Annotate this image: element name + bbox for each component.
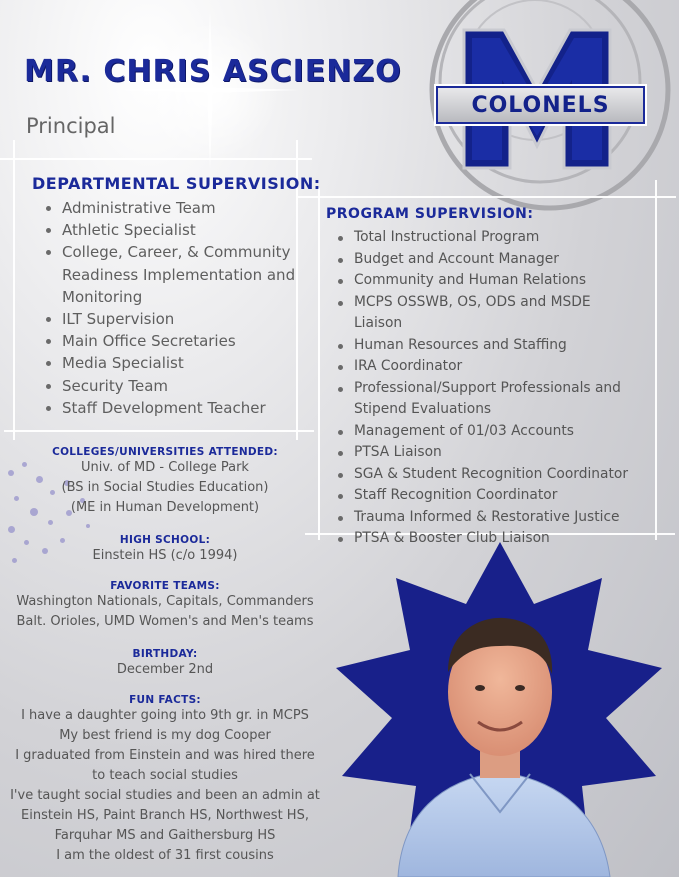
funfact-line: Einstein HS, Paint Branch HS, Northwest HS, — [21, 808, 309, 823]
teams-section — [0, 580, 330, 632]
funfact-line: I graduated from Einstein and was hired there — [15, 748, 315, 763]
program-list — [334, 227, 634, 550]
frame-line — [0, 158, 312, 160]
list-item: PTSA Liaison — [334, 442, 634, 464]
funfact-line: I am the oldest of 31 first cousins — [56, 848, 274, 863]
colleges-title: COLLEGES/UNIVERSITIES ATTENDED: — [52, 446, 278, 458]
list-item: Human Resources and Staffing — [334, 335, 634, 357]
highschool-value: Einstein HS (c/o 1994) — [92, 548, 238, 563]
birthday-value: December 2nd — [116, 662, 214, 677]
frame-line — [655, 180, 657, 540]
frame-line — [4, 430, 314, 432]
list-item: Main Office Secretaries — [42, 330, 300, 352]
colleges-line: (ME in Human Development) — [70, 500, 260, 515]
list-item: Security Team — [42, 375, 300, 397]
principal-name: MR. CHRIS ASCIENZO — [24, 54, 402, 89]
funfacts-section — [0, 694, 330, 866]
teams-line: Balt. Orioles, UMD Women's and Men's teams — [16, 614, 314, 629]
list-item: MCPS OSSWB, OS, ODS and MSDE Liaison — [334, 292, 634, 335]
list-item: Professional/Support Professionals and Stipend Evaluations — [334, 378, 634, 421]
list-item: Budget and Account Manager — [334, 249, 634, 271]
birthday-section — [0, 648, 330, 680]
funfact-line: I have a daughter going into 9th gr. in MCPS — [21, 708, 309, 723]
list-item: Athletic Specialist — [42, 219, 300, 241]
teams-line: Washington Nationals, Capitals, Commanders — [16, 594, 314, 609]
funfact-line: Farquhar MS and Gaithersburg HS — [54, 828, 276, 843]
light-flare — [60, 0, 320, 200]
birthday-title: BIRTHDAY: — [132, 648, 198, 660]
logo-text: COLONELS — [471, 92, 610, 118]
list-item: College, Career, & Community Readiness Implementation and Monitoring — [42, 241, 300, 308]
frame-line — [298, 196, 676, 198]
list-item: Management of 01/03 Accounts — [334, 421, 634, 443]
list-item: Media Specialist — [42, 352, 300, 374]
teams-title: FAVORITE TEAMS: — [110, 580, 220, 592]
list-item: SGA & Student Recognition Coordinator — [334, 464, 634, 486]
principal-role: Principal — [26, 114, 116, 138]
colleges-section — [0, 446, 330, 518]
funfact-line: I've taught social studies and been an admin at — [10, 788, 320, 803]
colleges-line: (BS in Social Studies Education) — [61, 480, 269, 495]
portrait-photo — [320, 540, 679, 877]
program-title: PROGRAM SUPERVISION: — [326, 206, 534, 222]
list-item: Total Instructional Program — [334, 227, 634, 249]
funfact-line: My best friend is my dog Cooper — [59, 728, 271, 743]
list-item: Trauma Informed & Restorative Justice — [334, 507, 634, 529]
highschool-section — [0, 534, 330, 566]
list-item: Staff Recognition Coordinator — [334, 485, 634, 507]
departmental-title: DEPARTMENTAL SUPERVISION: — [32, 174, 321, 193]
frame-line — [13, 140, 15, 440]
list-item: Community and Human Relations — [334, 270, 634, 292]
list-item: Administrative Team — [42, 197, 300, 219]
funfacts-title: FUN FACTS: — [129, 694, 201, 706]
logo-banner — [436, 86, 645, 124]
highschool-title: HIGH SCHOOL: — [119, 534, 211, 546]
colleges-line: Univ. of MD - College Park — [81, 460, 249, 475]
list-item: Staff Development Teacher — [42, 397, 300, 419]
list-item: IRA Coordinator — [334, 356, 634, 378]
funfact-line: to teach social studies — [92, 768, 238, 783]
list-item: PTSA & Booster Club Liaison — [334, 528, 634, 550]
departmental-list — [42, 197, 300, 419]
list-item: ILT Supervision — [42, 308, 300, 330]
